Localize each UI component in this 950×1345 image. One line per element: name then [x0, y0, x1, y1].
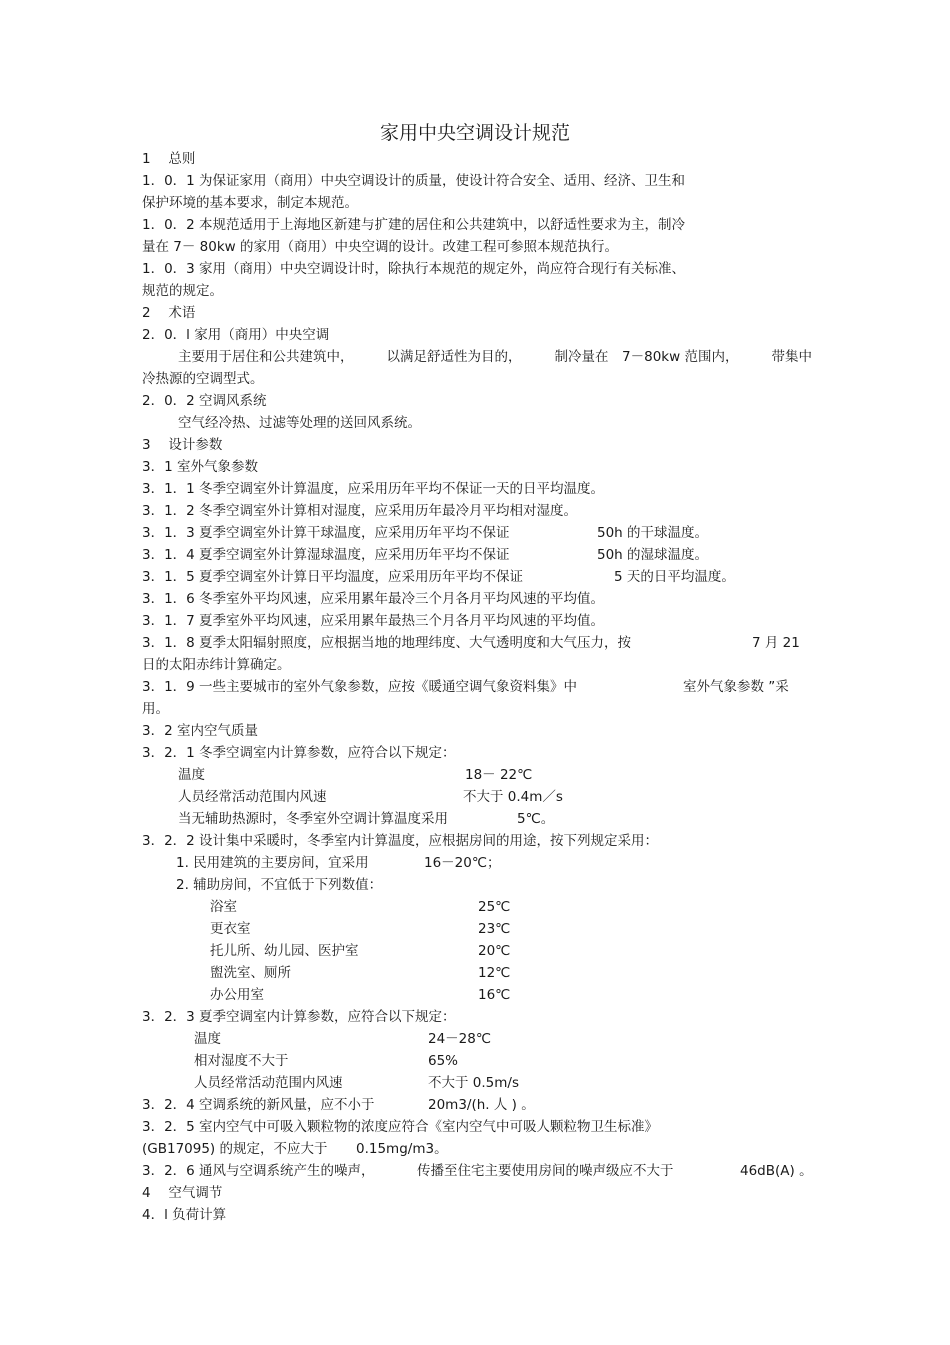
paragraph-line — [142, 566, 812, 588]
paragraph-line — [142, 1138, 812, 1160]
parameter-row — [142, 962, 812, 984]
parameter-row — [142, 1028, 812, 1050]
parameter-label: 人员经常活动范围内风速 — [194, 1075, 343, 1091]
text-fragment: 室外气象参数 ”采 — [683, 679, 789, 695]
parameter-value: 18－ 22℃ — [465, 767, 533, 783]
parameter-row — [142, 984, 812, 1006]
document-body — [142, 148, 812, 1226]
section-heading: 3 设计参数 — [142, 437, 223, 453]
subsection-heading: 3．2 室内空气质量 — [142, 723, 258, 739]
parameter-label: 温度 — [178, 767, 205, 783]
section-heading: 4 空气调节 — [142, 1185, 223, 1201]
text-fragment: 3．1．8 夏季太阳辐射照度，应根据当地的地理纬度、大气透明度和大气压力，按 — [142, 635, 632, 651]
paragraph-line — [142, 1094, 812, 1116]
text-fragment: 50h 的湿球温度。 — [597, 547, 709, 563]
paragraph-line — [142, 544, 812, 566]
paragraph-line: 3．2．3 夏季空调室内计算参数，应符合以下规定： — [142, 1009, 456, 1025]
text-fragment: 以满足舒适性为目的， — [386, 349, 522, 365]
parameter-value: 不大于 0.5m/s — [428, 1075, 519, 1091]
paragraph-line: 用。 — [142, 701, 169, 717]
parameter-value: 20℃ — [478, 943, 511, 959]
text-fragment: 50h 的干球温度。 — [597, 525, 709, 541]
paragraph-line: 3．2．5 室内空气中可吸入颗粒物的浓度应符合《室内空气中可吸人颗粒物卫生标准》 — [142, 1119, 659, 1135]
parameter-label: 更衣室 — [210, 921, 251, 937]
paragraph-line: 空气经冷热、过滤等处理的送回风系统。 — [178, 415, 421, 431]
paragraph-line — [142, 1160, 812, 1182]
parameter-row — [142, 896, 812, 918]
parameter-row — [142, 764, 812, 786]
parameter-value: 24－28℃ — [428, 1031, 492, 1047]
list-item — [142, 852, 812, 874]
parameter-value: 16℃ — [478, 987, 511, 1003]
parameter-label: 相对湿度不大于 — [194, 1053, 289, 1069]
text-fragment: 0.15mg/m3。 — [356, 1141, 448, 1157]
paragraph-line: 3．2．2 设计集中采暖时，冬季室内计算温度，应根据房间的用途，按下列规定采用： — [142, 833, 659, 849]
paragraph-line: 1．0．3 家用（商用）中央空调设计时，除执行本规范的规定外，尚应符合现行有关标准、 — [142, 261, 686, 277]
paragraph-line: 3．1．7 夏季室外平均风速，应采用累年最热三个月各月平均风速的平均值。 — [142, 613, 605, 629]
paragraph-line: 日的太阳赤纬计算确定。 — [142, 657, 291, 673]
parameter-row — [142, 918, 812, 940]
parameter-value: 不大于 0.4m／s — [463, 789, 563, 805]
paragraph-line: 规范的规定。 — [142, 283, 223, 299]
text-fragment: 20m3/(h. 人 ) 。 — [428, 1097, 535, 1113]
paragraph-line: 冷热源的空调型式。 — [142, 371, 264, 387]
subsection-heading: 4．l 负荷计算 — [142, 1207, 227, 1223]
parameter-label: 浴室 — [210, 899, 237, 915]
text-fragment: 3．1．5 夏季空调室外计算日平均温度，应采用历年平均不保证 — [142, 569, 524, 585]
text-fragment: 主要用于居住和公共建筑中， — [178, 349, 354, 365]
paragraph-line: 1．0．1 为保证家用（商用）中央空调设计的质量，使设计符合安全、适用、经济、卫生和 — [142, 173, 686, 189]
subsection-heading: 3．1 室外气象参数 — [142, 459, 258, 475]
text-fragment: 3．1．9 一些主要城市的室外气象参数，应按《暖通空调气象资料集》中 — [142, 679, 578, 695]
list-item: 2. 辅助房间，不宜低于下列数值： — [176, 877, 383, 893]
paragraph-line: 保护环境的基本要求，制定本规范。 — [142, 195, 358, 211]
section-heading: 2 术语 — [142, 305, 196, 321]
text-fragment: 3．1．4 夏季空调室外计算湿球温度，应采用历年平均不保证 — [142, 547, 510, 563]
parameter-row — [142, 940, 812, 962]
paragraph-line: 3．1．6 冬季室外平均风速，应采用累年最冷三个月各月平均风速的平均值。 — [142, 591, 605, 607]
paragraph-line: 1．0．2 本规范适用于上海地区新建与扩建的居住和公共建筑中，以舒适性要求为主，制冷 — [142, 217, 686, 233]
parameter-value: 5℃。 — [517, 811, 555, 827]
text-fragment: 7 月 21 — [752, 635, 800, 651]
text-fragment: 带集中 — [771, 349, 812, 365]
parameter-row — [142, 1072, 812, 1094]
parameter-row — [142, 808, 812, 830]
paragraph-line — [142, 346, 812, 368]
parameter-value: 16－20℃； — [424, 855, 501, 871]
paragraph-line: 量在 7－ 80kw 的家用（商用）中央空调的设计。改建工程可参照本规范执行。 — [142, 239, 618, 255]
text-fragment: 3．1．3 夏季空调室外计算干球温度，应采用历年平均不保证 — [142, 525, 510, 541]
paragraph-line: 2．0．l 家用（商用）中央空调 — [142, 327, 330, 343]
parameter-row — [142, 786, 812, 808]
text-fragment: 46dB(A) 。 — [740, 1163, 813, 1179]
parameter-label: 托儿所、幼儿园、医护室 — [210, 943, 359, 959]
parameter-label: 人员经常活动范围内风速 — [178, 789, 327, 805]
parameter-label: 盥洗室、厕所 — [210, 965, 291, 981]
text-fragment: 制冷量在 7－80kw 范围内， — [554, 349, 739, 365]
parameter-value: 25℃ — [478, 899, 511, 915]
text-fragment: (GB17095) 的规定，不应大于 — [142, 1141, 328, 1157]
text-fragment: 传播至住宅主要使用房间的噪声级应不大于 — [417, 1163, 674, 1179]
parameter-value: 65% — [428, 1053, 459, 1069]
section-heading: 1 总则 — [142, 151, 196, 167]
text-fragment: 3．2．6 通风与空调系统产生的噪声， — [142, 1163, 375, 1179]
parameter-value: 23℃ — [478, 921, 511, 937]
list-item-text: 1. 民用建筑的主要房间，宜采用 — [176, 855, 369, 871]
document-title: 家用中央空调设计规范 — [379, 122, 570, 144]
paragraph-line: 3．1．2 冬季空调室外计算相对湿度，应采用历年最冷月平均相对湿度。 — [142, 503, 578, 519]
parameter-row — [142, 1050, 812, 1072]
parameter-label: 当无辅助热源时，冬季室外空调计算温度采用 — [178, 811, 448, 827]
parameter-value: 12℃ — [478, 965, 511, 981]
parameter-label: 办公用室 — [210, 987, 264, 1003]
text-fragment: 3．2．4 空调系统的新风量，应不小于 — [142, 1097, 375, 1113]
parameter-label: 温度 — [194, 1031, 221, 1047]
paragraph-line: 3．2．1 冬季空调室内计算参数，应符合以下规定： — [142, 745, 456, 761]
paragraph-line — [142, 522, 812, 544]
paragraph-line: 2．0．2 空调风系统 — [142, 393, 267, 409]
paragraph-line — [142, 676, 812, 698]
text-fragment: 5 天的日平均温度。 — [614, 569, 735, 585]
paragraph-line: 3．1．1 冬季空调室外计算温度，应采用历年平均不保证一天的日平均温度。 — [142, 481, 605, 497]
paragraph-line — [142, 632, 812, 654]
